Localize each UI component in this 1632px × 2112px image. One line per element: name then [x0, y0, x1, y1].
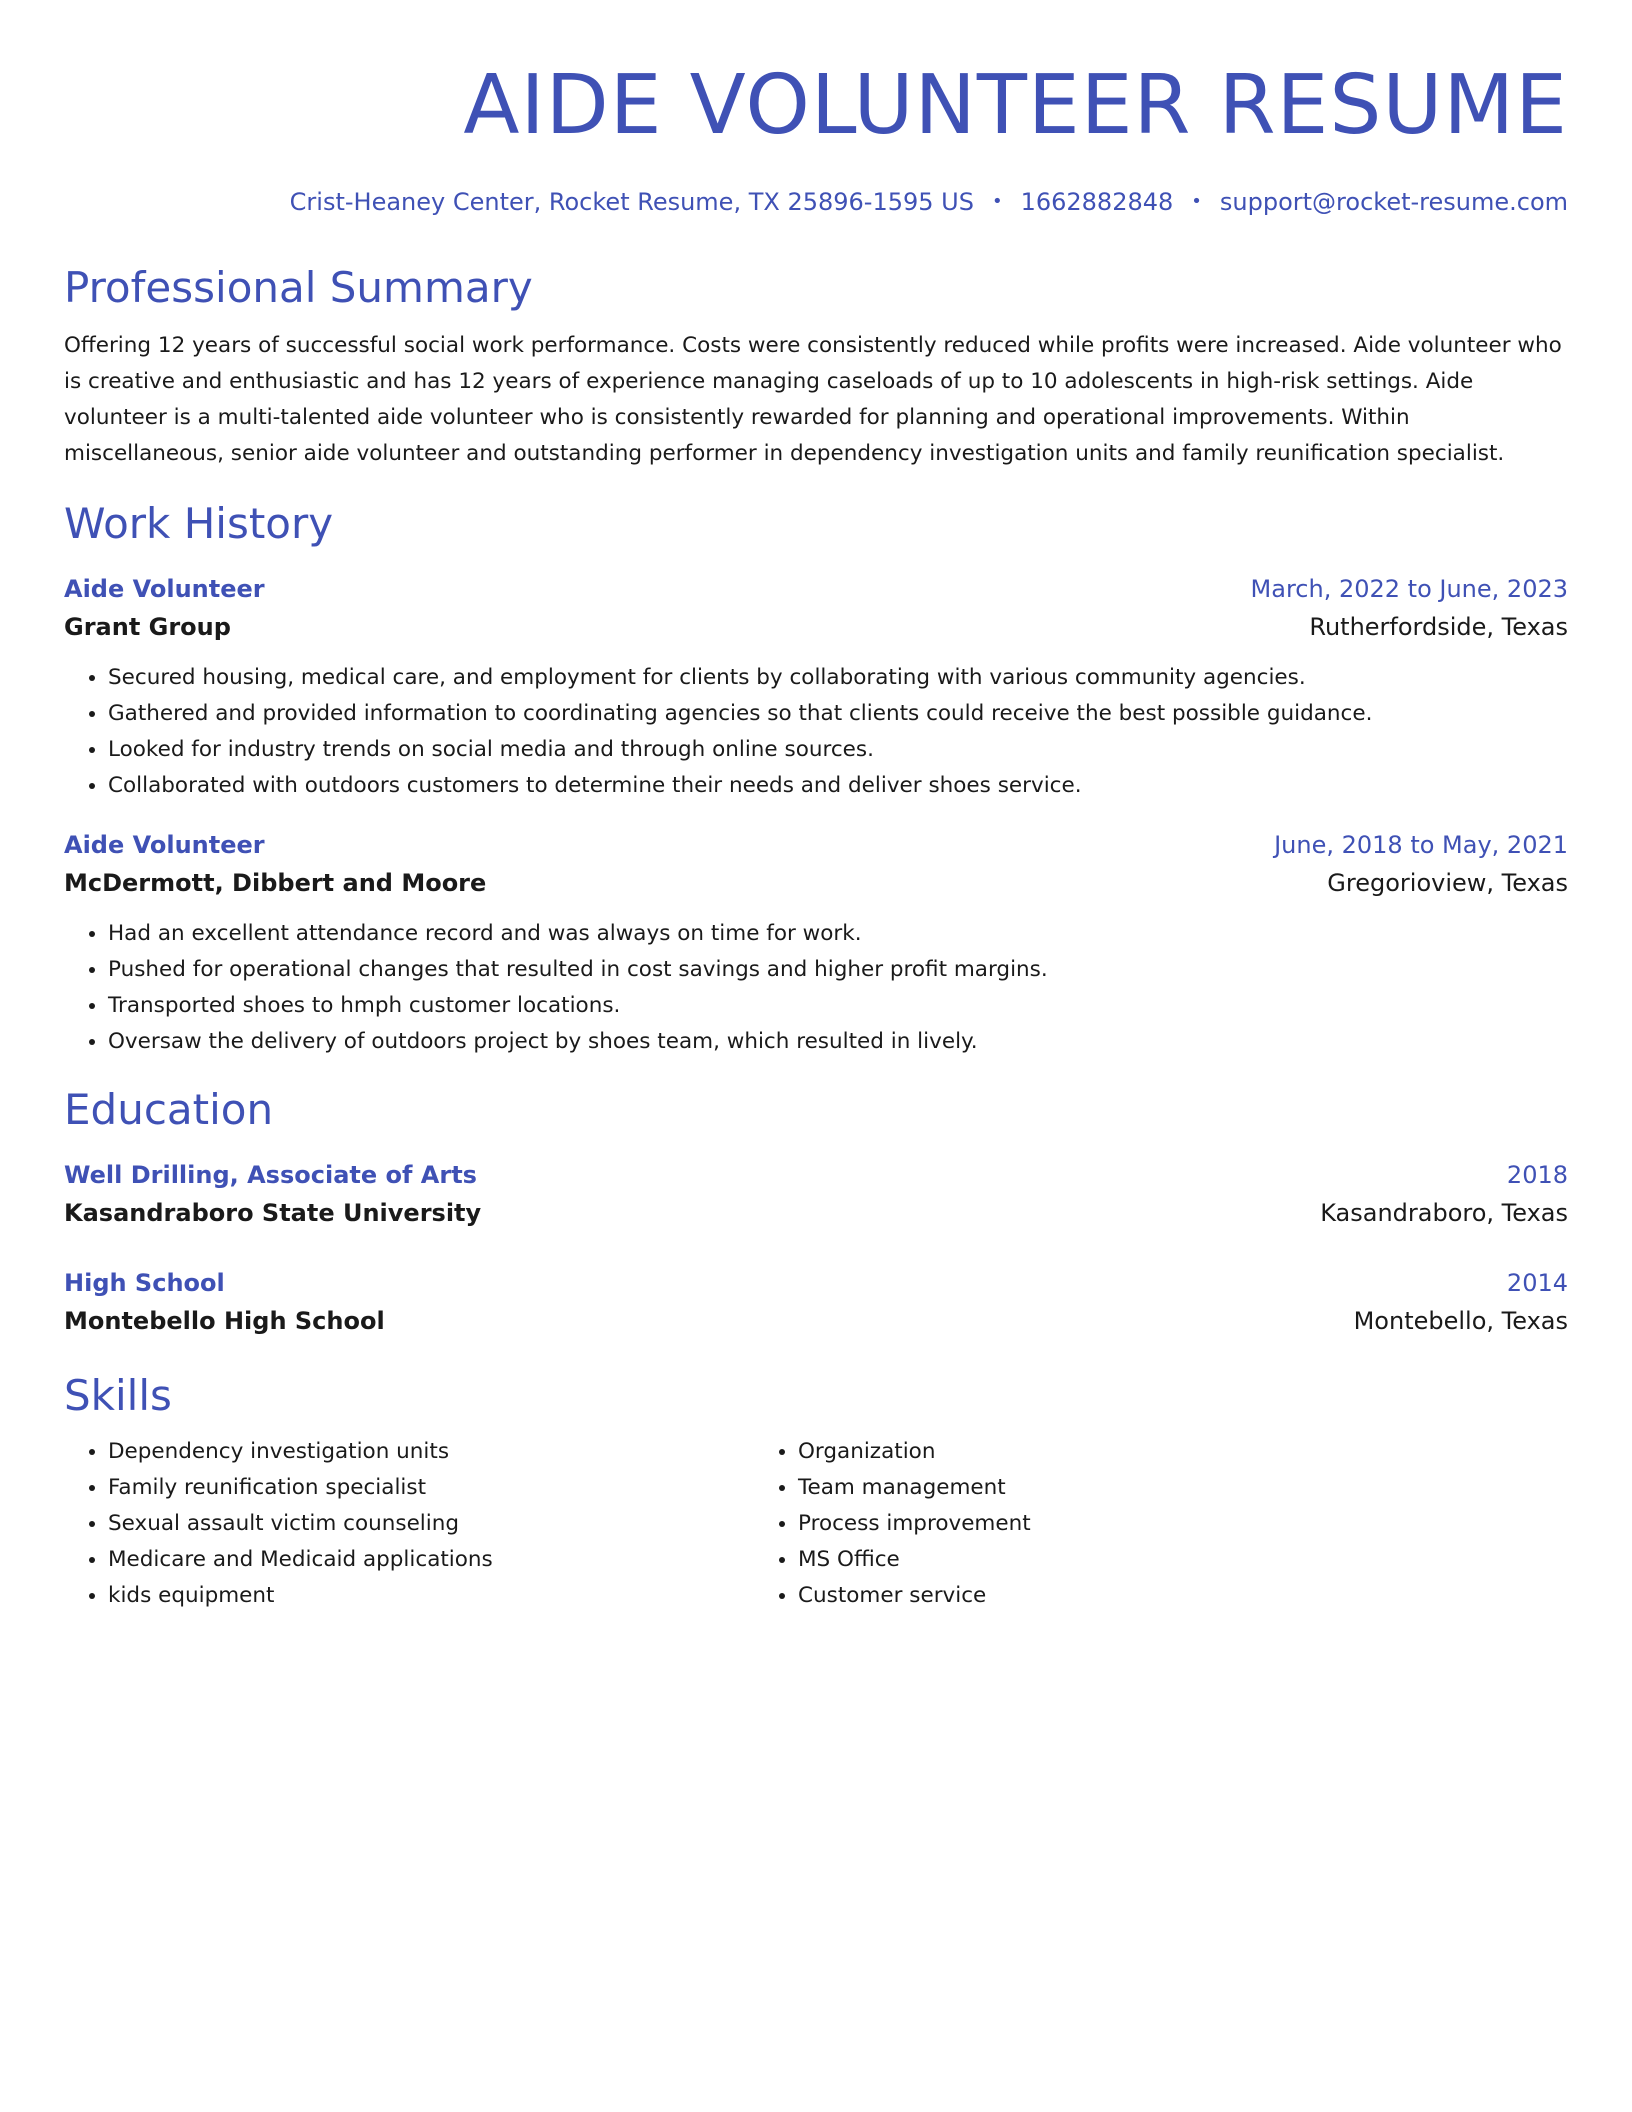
contact-phone: 1662882848: [1020, 188, 1174, 216]
job-title-row: [64, 826, 1568, 864]
education-school: Montebello High School: [64, 1307, 385, 1335]
work-history-section: [64, 498, 1568, 1060]
contact-line: [64, 186, 1568, 218]
job-company: Grant Group: [64, 613, 231, 641]
resume-header: [64, 56, 1568, 218]
contact-email[interactable]: support@rocket-resume.com: [1219, 188, 1568, 216]
education-year: 2014: [1506, 1269, 1568, 1297]
education-location: Kasandraboro, Texas: [1320, 1199, 1568, 1227]
skill-item: • Process improvement: [798, 1506, 1444, 1542]
job-title: Aide Volunteer: [64, 575, 265, 603]
skill-item: • Team management: [798, 1470, 1444, 1506]
education-heading: Education: [64, 1085, 274, 1134]
skill-item: • Customer service: [798, 1578, 1444, 1614]
skill-item: • MS Office: [798, 1542, 1444, 1578]
job-company-row: [64, 608, 1568, 646]
education-degree: Well Drilling, Associate of Arts: [64, 1161, 477, 1189]
skills-list-left: [64, 1434, 754, 1614]
job-title: Aide Volunteer: [64, 831, 265, 859]
skills-heading: Skills: [64, 1371, 172, 1420]
summary-text: Offering 12 years of successful social work performance. Costs were consistently reduced while profits were increased. Aide volunteer who is creative and enthusiastic and has 12 years of experience managing caseloads of up to 10 adolescents in high-risk settings. Aide volunteer is a multi-talented aide volunteer who is consistently rewarded for planning and operational improvements. Within miscellaneous, senior aide volunteer and outstanding performer in dependency investigation units and family reunification specialist.: [64, 333, 1562, 466]
education-year: 2018: [1506, 1161, 1568, 1189]
job-company-row: [64, 864, 1568, 902]
education-degree-row: [64, 1156, 1568, 1194]
job-dates: June, 2018 to May, 2021: [1274, 831, 1568, 859]
job-bullet: • Looked for industry trends on social media and through online sources.: [108, 732, 1568, 768]
job-bullet: • Had an excellent attendance record and was always on time for work.: [108, 916, 1568, 952]
job-title-row: [64, 570, 1568, 608]
job-bullets: [64, 916, 1568, 1060]
skill-item: • Sexual assault victim counseling: [108, 1506, 754, 1542]
skills-columns: [64, 1434, 1568, 1614]
resume-title: AIDE VOLUNTEER RESUME: [463, 58, 1568, 153]
job-bullet: • Gathered and provided information to coordinating agencies so that clients could receive the best possible guidance.: [108, 696, 1568, 732]
job-bullet: • Transported shoes to hmph customer locations.: [108, 988, 1568, 1024]
job-bullet: • Secured housing, medical care, and employment for clients by collaborating with various community agencies.: [108, 660, 1568, 696]
education-entry: [64, 1264, 1568, 1340]
job-company: McDermott, Dibbert and Moore: [64, 869, 487, 897]
education-location: Montebello, Texas: [1353, 1307, 1568, 1335]
summary-heading: Professional Summary: [64, 263, 533, 312]
summary-section: [64, 262, 1568, 472]
education-school: Kasandraboro State University: [64, 1199, 482, 1227]
contact-separator: •: [1191, 191, 1202, 212]
job-entry: [64, 826, 1568, 1060]
skills-section: [64, 1370, 1568, 1614]
job-entry: [64, 570, 1568, 804]
job-location: Gregorioview, Texas: [1327, 869, 1568, 897]
job-bullet: • Collaborated with outdoors customers to determine their needs and deliver shoes service.: [108, 768, 1568, 804]
job-dates: March, 2022 to June, 2023: [1250, 575, 1568, 603]
education-degree: High School: [64, 1269, 225, 1297]
education-degree-row: [64, 1264, 1568, 1302]
job-bullets: [64, 660, 1568, 804]
education-section: [64, 1084, 1568, 1340]
skill-item: • Dependency investigation units: [108, 1434, 754, 1470]
skills-list-right: [754, 1434, 1444, 1614]
skill-item: • kids equipment: [108, 1578, 754, 1614]
job-location: Rutherfordside, Texas: [1309, 613, 1568, 641]
skill-item: • Medicare and Medicaid applications: [108, 1542, 754, 1578]
job-bullet: • Oversaw the delivery of outdoors project by shoes team, which resulted in lively.: [108, 1024, 1568, 1060]
education-entry: [64, 1156, 1568, 1232]
skill-item: • Family reunification specialist: [108, 1470, 754, 1506]
work-history-heading: Work History: [64, 499, 334, 548]
education-school-row: [64, 1194, 1568, 1232]
education-school-row: [64, 1302, 1568, 1340]
skill-item: • Organization: [798, 1434, 1444, 1470]
contact-address: Crist-Heaney Center, Rocket Resume, TX 25896-1595 US: [289, 188, 974, 216]
job-bullet: • Pushed for operational changes that resulted in cost savings and higher profit margins.: [108, 952, 1568, 988]
contact-separator: •: [991, 191, 1003, 212]
